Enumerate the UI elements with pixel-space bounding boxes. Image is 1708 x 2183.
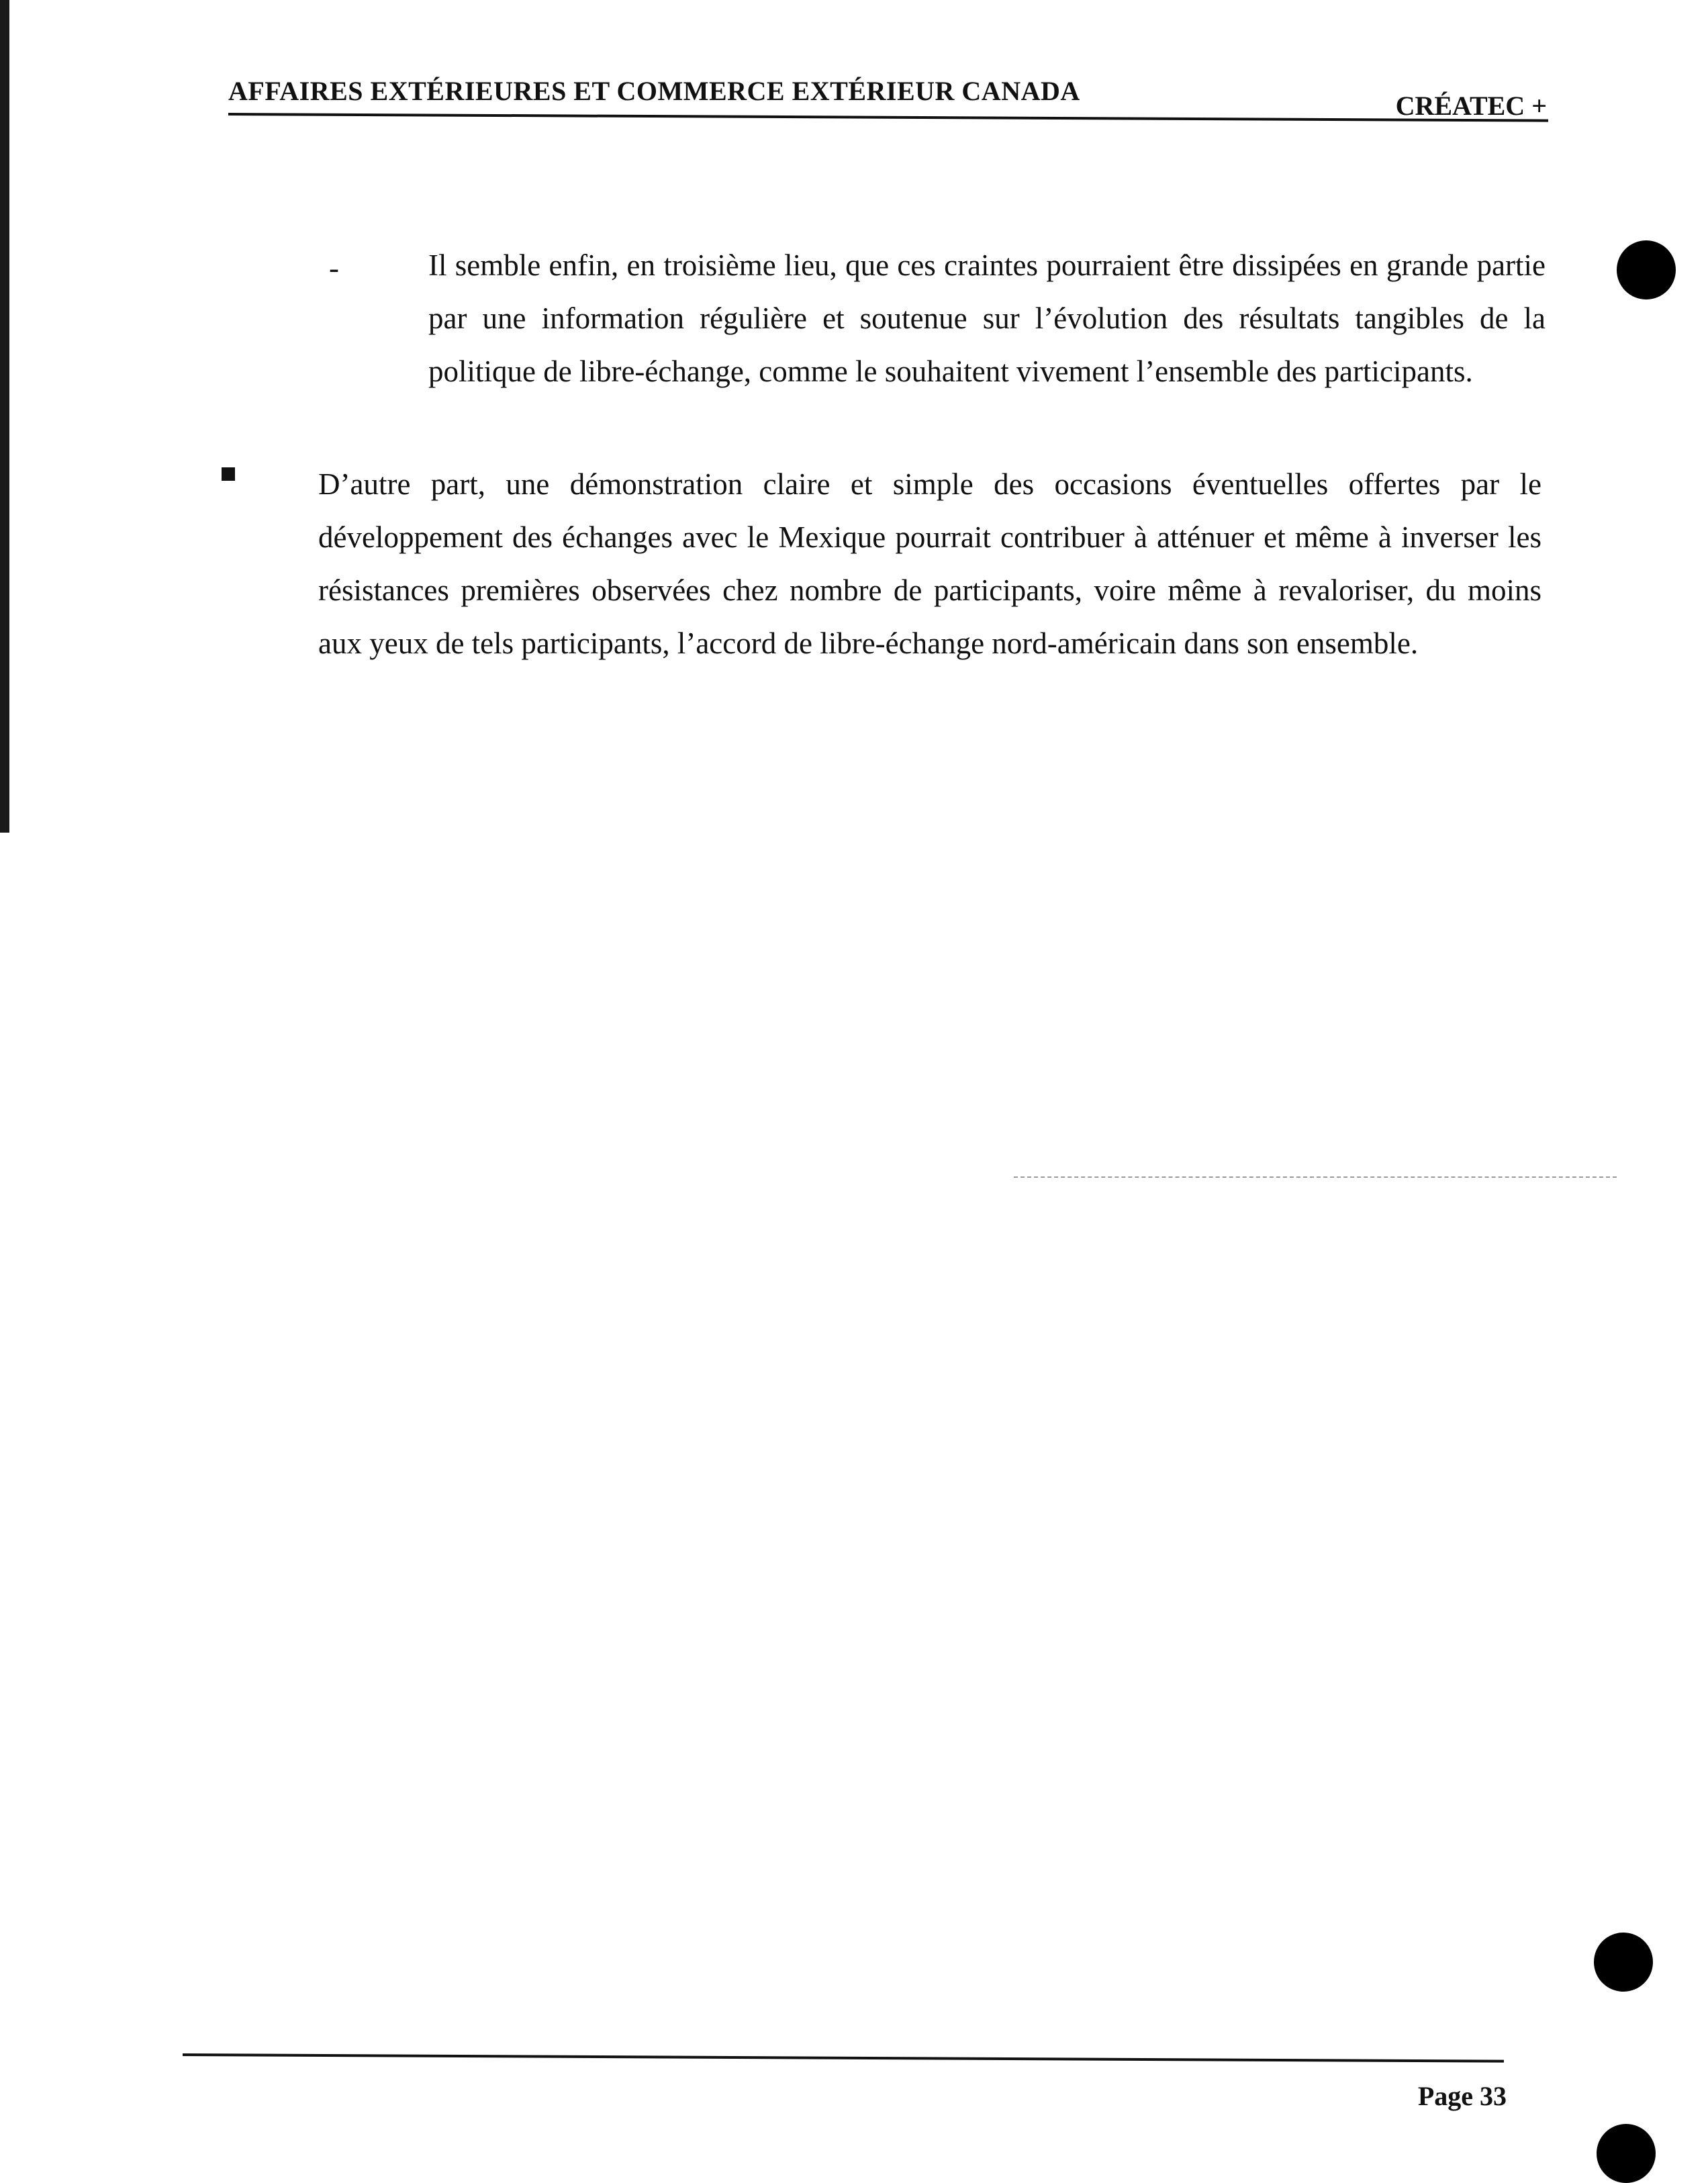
paragraph-dash-item: Il semble enfin, en troisième lieu, que ces craintes pourraient être dissipées en grande partie par une information régulière et soutenue sur l’évolution des résultats tangibles de la politique de libre-échange, comme le souhaitent vivement l’ensemble des participants. xyxy=(428,248,1546,388)
footer-rule xyxy=(183,2053,1504,2063)
square-bullet-icon xyxy=(222,467,235,481)
page-number: Page 33 xyxy=(1417,2081,1507,2111)
paragraph-square-item: D’autre part, une démonstration claire et simple des occasions éventuelles offertes par le développement des échanges avec le Mexique pourrait contribuer à atténuer et même à inverser les résistances premières observées chez nombre de participants, voire même à revaloriser, du moins aux yeux de tels participants, l’accord de libre-échange nord-américain dans son ensemble. xyxy=(318,467,1541,660)
scan-artifact-line xyxy=(1014,1176,1617,1178)
page-header xyxy=(228,75,1547,136)
dash-bullet: - xyxy=(329,251,339,285)
punch-hole-middle xyxy=(1594,1933,1653,1992)
scan-left-edge xyxy=(0,0,9,833)
punch-hole-top xyxy=(1617,240,1676,299)
header-organization: AFFAIRES EXTÉRIEURES ET COMMERCE EXTÉRIEUR CANADA xyxy=(228,76,1080,106)
punch-hole-bottom xyxy=(1597,2124,1656,2183)
header-firm: CRÉATEC + xyxy=(1395,91,1547,121)
